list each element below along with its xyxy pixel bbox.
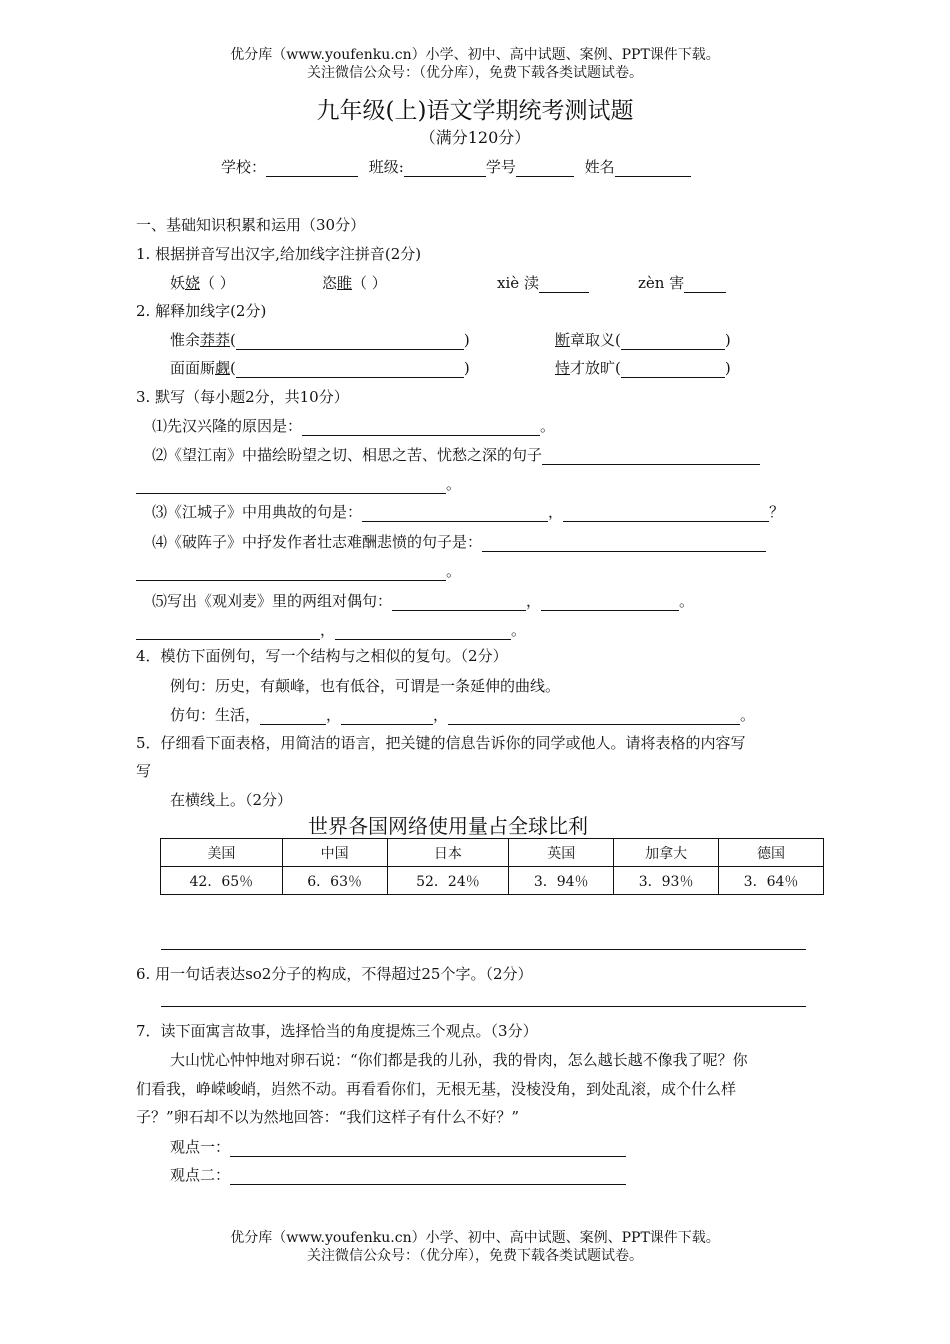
- q7-view-2: [170, 1164, 626, 1185]
- q1-word-3: xiè 渎: [497, 274, 539, 292]
- q3-comma-3: ，: [548, 503, 564, 521]
- q3-period-4: 。: [446, 562, 462, 580]
- usage-table: [160, 838, 824, 895]
- q3-item-5: [152, 590, 694, 611]
- q2-text: 2. 解释加线字(2分): [136, 302, 267, 320]
- q3-answer-4a[interactable]: [482, 535, 766, 552]
- q3-comma-5b: ，: [320, 621, 336, 639]
- q4-text: 4．模仿下面例句，写一个结构与之相似的复句。（2分）: [136, 647, 508, 665]
- q4-period: 。: [740, 706, 756, 724]
- q3-answer-5d[interactable]: [335, 623, 511, 640]
- q2-word-4-a: 恃: [555, 359, 571, 377]
- q3-item-5-cont: [136, 619, 526, 640]
- q1-answer-2[interactable]: （ ）: [352, 274, 387, 292]
- q3-prompt-4: ⑷《破阵子》中抒发作者壮志难酬悲愤的句子是：: [152, 533, 483, 551]
- q3-answer-5c[interactable]: [136, 623, 320, 640]
- q1-answer-4[interactable]: [684, 276, 726, 293]
- q2-open-2: (: [615, 331, 621, 349]
- table-cell: 3．64％: [719, 867, 824, 895]
- q3-item-2: [152, 444, 760, 465]
- q3-period-5b: 。: [511, 621, 527, 639]
- q2-open-3: (: [230, 359, 236, 377]
- q2-answer-2[interactable]: [621, 333, 725, 350]
- q2-close-3: ): [463, 359, 470, 377]
- q1-text: 1. 根据拼音写出汉字,给加线字注拼音(2分): [136, 245, 422, 263]
- q3-answer-3b[interactable]: [563, 505, 769, 522]
- q3-text: 3. 默写（每小题2分，共10分）: [136, 388, 349, 406]
- q7-view-1: [170, 1136, 626, 1157]
- header-line-2: 关注微信公众号：（优分库），免费下载各类试题试卷。: [307, 65, 643, 81]
- q6-answer-line[interactable]: [161, 1006, 806, 1007]
- q7-text: 7．读下面寓言故事，选择恰当的角度提炼三个观点。（3分）: [136, 1022, 538, 1040]
- q5-text-2: 在横线上。（2分）: [170, 791, 293, 809]
- name-field[interactable]: [615, 160, 691, 177]
- q4-comma-2: ，: [433, 706, 449, 724]
- q2-word-2-a: 断: [555, 331, 571, 349]
- q2-item-1: [170, 329, 470, 350]
- q7-view-1-answer[interactable]: [230, 1140, 626, 1157]
- header-line-1: 优分库（www.youfenku.cn）小学、初中、高中试题、案例、PPT课件下载。: [230, 47, 720, 63]
- q3-item-4: [152, 531, 766, 552]
- student-info: [221, 156, 691, 177]
- q2-word-3-b: 觑: [215, 359, 231, 377]
- class-label: 班级:: [368, 158, 404, 176]
- table-header-row: [161, 839, 824, 867]
- q7-view-2-label: 观点二：: [170, 1166, 231, 1184]
- table-header-cell: 英国: [509, 839, 614, 867]
- q3-answer-5b[interactable]: [541, 594, 679, 611]
- q3-answer-1[interactable]: [302, 419, 540, 436]
- q2-item-4: [555, 357, 731, 378]
- q3-answer-5a[interactable]: [392, 594, 526, 611]
- school-label: 学校：: [221, 158, 267, 176]
- footer-line-2: 关注微信公众号：（优分库），免费下载各类试题试卷。: [307, 1248, 643, 1264]
- q3-answer-3a[interactable]: [362, 505, 548, 522]
- number-label: 学号: [485, 158, 516, 176]
- q3-item-3: [152, 501, 784, 522]
- q6-text: 6. 用一句话表达so2分子的构成，不得超过25个字。（2分）: [136, 965, 533, 983]
- q2-close-2: ): [724, 331, 731, 349]
- q2-close-1: ): [463, 331, 470, 349]
- table-cell: 3．93％: [614, 867, 719, 895]
- q7-view-1-label: 观点一：: [170, 1138, 231, 1156]
- q4-example: 例句：历史，有颠峰，也有低谷，可谓是一条延伸的曲线。: [170, 677, 561, 695]
- q3-answer-2a[interactable]: [542, 448, 760, 465]
- q7-story-3: 子？”卵石却不以为然地回答：“我们这样子有什么不好？”: [136, 1108, 520, 1126]
- q2-item-2: [555, 329, 731, 350]
- q1-item-1: [170, 272, 235, 293]
- q1-item-2: [322, 272, 387, 293]
- number-field[interactable]: [516, 160, 574, 177]
- q4-answer-1[interactable]: [260, 708, 326, 725]
- section-1-heading: 一、基础知识积累和运用（30分）: [136, 216, 366, 234]
- q7-story-2: 们看我，峥嵘峻峭，岿然不动。再看看你们，无根无基，没棱没角，到处乱滚，成个什么样: [136, 1080, 737, 1098]
- q4-answer-2[interactable]: [341, 708, 433, 725]
- q2-word-1-b: 莽莽: [200, 331, 231, 349]
- q4-answer-3[interactable]: [448, 708, 740, 725]
- q4-imitate: [170, 704, 755, 725]
- q3-period-5a: 。: [679, 592, 695, 610]
- name-label: 姓名: [584, 158, 615, 176]
- q3-answer-4b[interactable]: [136, 564, 446, 581]
- table-cell: 3．94％: [509, 867, 614, 895]
- q3-period-1: 。: [540, 417, 556, 435]
- table-header-cell: 德国: [719, 839, 824, 867]
- school-field[interactable]: [266, 160, 358, 177]
- table-header-cell: 美国: [161, 839, 283, 867]
- table-row: [161, 867, 824, 895]
- q3-prompt-1: ⑴先汉兴隆的原因是：: [152, 417, 303, 435]
- table-header-cell: 日本: [387, 839, 509, 867]
- q3-prompt-3: ⑶《江城子》中用典故的句是：: [152, 503, 363, 521]
- q2-answer-1[interactable]: [236, 333, 464, 350]
- table-cell: 6．63％: [282, 867, 387, 895]
- page-title: 九年级(上)语文学期统考测试题: [316, 98, 634, 124]
- q3-item-2-cont: [136, 473, 461, 494]
- q5-answer-line[interactable]: [161, 949, 806, 950]
- q2-word-4-b: 才放旷: [570, 359, 616, 377]
- q1-word-1-b: 娆: [185, 274, 201, 292]
- q2-answer-4[interactable]: [621, 361, 725, 378]
- q2-open-1: (: [230, 331, 236, 349]
- q5-text-1: 5．仔细看下面表格，用简洁的语言，把关键的信息告诉你的同学或他人。请将表格的内容写: [136, 734, 746, 752]
- q3-prompt-5: ⑸写出《观刈麦》里的两组对偶句：: [152, 592, 393, 610]
- class-field[interactable]: [404, 160, 486, 177]
- q2-answer-3[interactable]: [236, 361, 464, 378]
- q1-word-2-a: 恣: [322, 274, 338, 292]
- q5-text-cont: 写: [136, 762, 152, 780]
- q1-item-3: [497, 272, 589, 293]
- q3-answer-2b[interactable]: [136, 477, 446, 494]
- table-header-cell: 中国: [282, 839, 387, 867]
- q3-prompt-2: ⑵《望江南》中描绘盼望之切、相思之苦、忧愁之深的句子: [152, 446, 543, 464]
- q3-item-4-cont: [136, 560, 461, 581]
- q1-word-4: zèn 害: [638, 274, 685, 292]
- q3-question-3: ？: [769, 503, 785, 521]
- q7-view-2-answer[interactable]: [230, 1168, 626, 1185]
- q1-answer-1[interactable]: （ ）: [200, 274, 235, 292]
- q2-close-4: ): [724, 359, 731, 377]
- q4-comma-1: ，: [326, 706, 342, 724]
- q3-period-2: 。: [446, 475, 462, 493]
- q2-word-2-b: 章取义: [570, 331, 616, 349]
- table-title: 世界各国网络使用量占全球比利: [308, 814, 588, 838]
- q3-item-1: [152, 415, 555, 436]
- q1-word-2-b: 睢: [337, 274, 353, 292]
- q7-story-1: 大山忧心忡忡地对卵石说：“你们都是我的儿孙，我的骨肉，怎么越长越不像我了呢？你: [170, 1051, 748, 1069]
- table-cell: 42．65％: [161, 867, 283, 895]
- q2-word-3-a: 面面厮: [170, 359, 216, 377]
- q2-item-3: [170, 357, 470, 378]
- table-header-cell: 加拿大: [614, 839, 719, 867]
- q2-open-4: (: [615, 359, 621, 377]
- q1-item-4: [638, 272, 726, 293]
- q4-imitate-label: 仿句：生活，: [170, 706, 261, 724]
- table-cell: 52．24％: [387, 867, 509, 895]
- footer-line-1: 优分库（www.youfenku.cn）小学、初中、高中试题、案例、PPT课件下载。: [230, 1230, 720, 1246]
- q3-comma-5a: ，: [526, 592, 542, 610]
- q2-word-1-a: 惟余: [170, 331, 201, 349]
- q1-word-1-a: 妖: [170, 274, 186, 292]
- page-subtitle: （满分120分）: [419, 128, 531, 147]
- q1-answer-3[interactable]: [539, 276, 589, 293]
